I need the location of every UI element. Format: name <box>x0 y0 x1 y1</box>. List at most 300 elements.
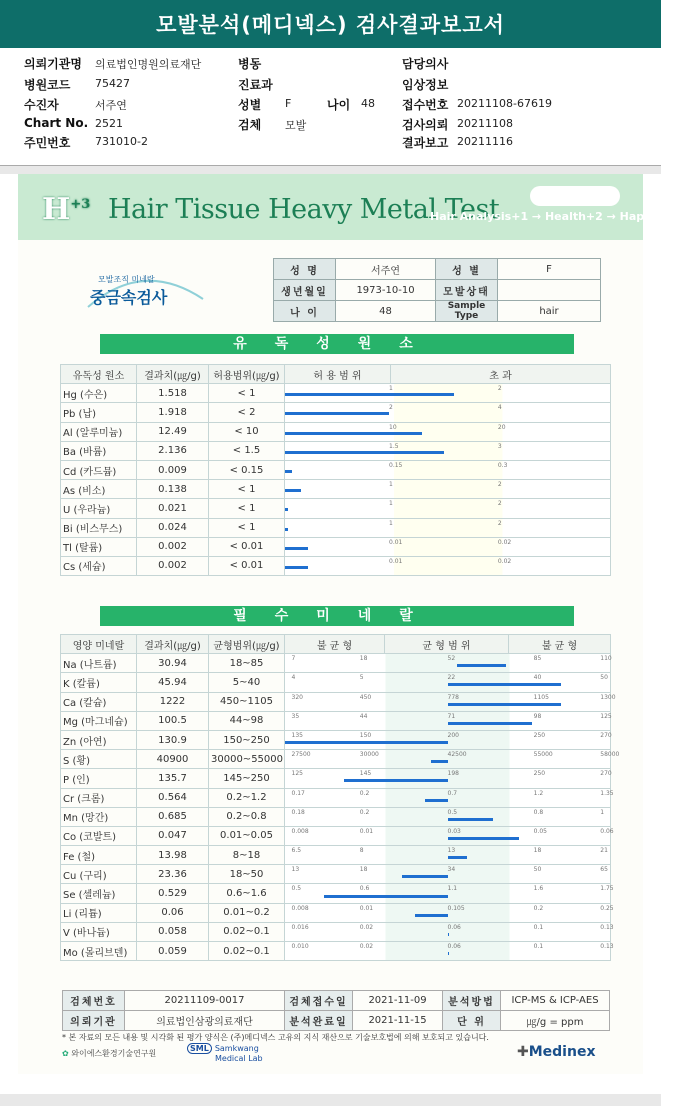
toxic-section-title: 유독성원소 <box>100 334 574 354</box>
tick-label: 0.06 <box>600 827 614 835</box>
mineral-name: Fe (철) <box>61 846 137 865</box>
mineral-name: K (칼륨) <box>61 673 137 692</box>
balance-range: 18~50 <box>209 865 285 884</box>
specimen-value: 모발 <box>285 119 307 132</box>
copyright-note: * 본 자료의 모든 내용 및 시각화 된 평가 양식은 (주)메디넥스 고유의 지식 재산으로 기술보호법에 의해 보호되고 있습니다. <box>62 1033 489 1042</box>
tick-label: 450 <box>359 693 372 701</box>
sml-logo-icon: SML <box>187 1043 212 1054</box>
tick-label: 18 <box>533 847 542 855</box>
tick-label: 71 <box>447 712 456 720</box>
balance-plot-cell <box>285 750 620 769</box>
result-bar <box>448 837 520 840</box>
balance-range: 8~18 <box>209 846 285 865</box>
analysis-info-table <box>62 990 610 1031</box>
medinex-logo: ✚Medinex <box>517 1044 596 1060</box>
tick-label: 58000 <box>600 751 620 759</box>
balance-range: 44~98 <box>209 711 285 730</box>
tick-label: 0.02 <box>359 923 374 931</box>
result-bar <box>415 914 448 917</box>
tick-label: 0.25 <box>600 904 614 912</box>
result-value: 130.9 <box>137 730 209 749</box>
age-cell: 48 <box>336 301 436 322</box>
mineral-name: Zn (아연) <box>61 730 137 749</box>
tick-label: 22 <box>447 674 456 682</box>
institution-label: 의뢰기관명 <box>24 57 82 71</box>
specimen-no-value: 20211109-0017 <box>125 991 285 1011</box>
tick-label: 10 <box>389 423 397 431</box>
balance-plot-cell <box>285 654 611 673</box>
tick-label: 8 <box>359 847 364 855</box>
tick-label: 85 <box>533 655 542 663</box>
balance-plot-cell <box>285 942 614 961</box>
result-bar <box>344 779 448 782</box>
tick-label: 98 <box>533 712 542 720</box>
tick-label: 250 <box>533 770 546 778</box>
balance-plot-cell <box>285 846 611 865</box>
medinex-logo-icon: ✚ <box>517 1044 529 1060</box>
ward-label: 병동 <box>238 57 262 71</box>
method-value: ICP-MS & ICP-AES <box>501 991 610 1011</box>
range-plot-cell <box>285 480 611 499</box>
specimen-label: 검체 <box>238 118 262 132</box>
allowed-range: < 10 <box>209 422 285 441</box>
result-bar <box>285 432 422 435</box>
range-plot-cell <box>285 422 611 441</box>
sex-key: 성 별 <box>436 259 498 280</box>
tick-label: 0.03 <box>447 827 461 835</box>
age-label: 나이 <box>327 98 351 112</box>
tick-label: 4 <box>291 674 296 682</box>
tick-label: 125 <box>600 712 612 720</box>
mineral-row <box>61 865 611 884</box>
method-key: 분석방법 <box>443 991 501 1011</box>
mineral-table <box>60 634 620 961</box>
result-value: 1222 <box>137 692 209 711</box>
dob-key: 생년월일 <box>274 280 336 301</box>
id-value: 731010-2 <box>95 135 148 148</box>
balance-range: 5~40 <box>209 673 285 692</box>
tick-label: 21 <box>600 847 608 855</box>
result-value: 45.94 <box>137 673 209 692</box>
allowed-range: < 1 <box>209 518 285 537</box>
tick-label: 198 <box>447 770 459 778</box>
mineral-row <box>61 807 611 826</box>
request-value: 20211108 <box>457 117 513 130</box>
tick-label: 34 <box>447 866 456 874</box>
patient-header <box>0 48 661 166</box>
toxic-row <box>61 460 611 479</box>
mineral-row <box>61 673 611 692</box>
balance-range: 150~250 <box>209 730 285 749</box>
balance-plot-cell <box>285 922 614 941</box>
mineral-name: Se (셀레늄) <box>61 884 137 903</box>
result-bar <box>448 722 533 725</box>
ys-logo-icon: ✿ <box>62 1049 69 1058</box>
balance-plot-cell <box>285 807 611 826</box>
mineral-name: Na (나트륨) <box>61 654 137 673</box>
result-bar <box>285 451 444 454</box>
sample-value: hair <box>498 301 601 322</box>
allowed-range: < 2 <box>209 403 285 422</box>
mineral-header-cell: 균형범위(㎍/g) <box>209 635 285 654</box>
element-name: Hg (수은) <box>61 384 137 403</box>
result-bar <box>448 856 468 859</box>
tick-label: 0.008 <box>291 827 309 835</box>
tick-label: 7 <box>291 655 296 663</box>
balance-range: 30000~55000 <box>209 750 285 769</box>
tick-label: 0.5 <box>291 885 302 893</box>
age-value: 48 <box>361 97 375 110</box>
patient-value: 서주연 <box>95 99 127 112</box>
dept-label: 진료과 <box>238 78 273 92</box>
brand-logo <box>78 269 218 329</box>
result-bar <box>448 703 562 706</box>
result-value: 0.059 <box>137 942 209 961</box>
toxic-header-cell: 결과치(㎍/g) <box>137 365 209 384</box>
tick-label: 42500 <box>447 751 467 759</box>
mineral-name: Mo (몰리브덴) <box>61 942 137 961</box>
tick-label: 0.2 <box>533 904 544 912</box>
range-plot-cell <box>285 441 611 460</box>
receipt-value: 20211108-67619 <box>457 97 552 110</box>
mineral-name: P (인) <box>61 769 137 788</box>
tick-label: 1.6 <box>533 885 544 893</box>
mineral-name: Cr (크롬) <box>61 788 137 807</box>
tick-label: 2 <box>497 385 502 393</box>
allowed-range: < 1.5 <box>209 441 285 460</box>
toxic-header-cell: 유독성 원소 <box>61 365 137 384</box>
element-name: Al (알루미늄) <box>61 422 137 441</box>
tick-label: 0.06 <box>447 923 461 931</box>
report-title: 모발분석(메디넥스) 검사결과보고서 <box>0 0 661 48</box>
result-value: 23.36 <box>137 865 209 884</box>
tick-label: 1 <box>389 385 393 393</box>
element-name: Ba (바륨) <box>61 441 137 460</box>
result-value: 0.138 <box>137 480 209 499</box>
mineral-row <box>61 750 611 769</box>
tick-label: 0.02 <box>497 538 512 546</box>
balance-range: 0.02~0.1 <box>209 942 285 961</box>
balance-range: 0.01~0.05 <box>209 826 285 845</box>
name-value: 서주연 <box>336 259 436 280</box>
result-bar <box>285 528 288 531</box>
result-value: 0.685 <box>137 807 209 826</box>
result-bar <box>285 470 292 473</box>
element-name: U (우라늄) <box>61 499 137 518</box>
element-name: Tl (탈륨) <box>61 537 137 556</box>
tick-label: 0.06 <box>447 943 461 950</box>
tick-label: 40 <box>533 674 542 682</box>
mineral-row <box>61 692 611 711</box>
tick-label: 2 <box>497 481 502 489</box>
tick-label: 50 <box>533 866 542 874</box>
mineral-name: S (황) <box>61 750 137 769</box>
tick-label: 18 <box>359 655 368 663</box>
report-label: 결과보고 <box>402 136 449 150</box>
toxic-row <box>61 441 611 460</box>
tick-label: 2 <box>497 519 502 527</box>
tick-label: 0.05 <box>533 827 547 835</box>
tick-label: 0.01 <box>389 557 403 565</box>
tick-label: 0.7 <box>447 789 458 797</box>
mineral-header-cell: 결과치(㎍/g) <box>137 635 209 654</box>
element-name: Bi (비스무스) <box>61 518 137 537</box>
tick-label: 125 <box>291 770 303 778</box>
result-value: 30.94 <box>137 654 209 673</box>
mineral-name: Co (코발트) <box>61 826 137 845</box>
tick-label: 150 <box>359 731 372 739</box>
tick-label: 0.2 <box>359 789 370 797</box>
tick-label: 1.1 <box>447 885 458 893</box>
mineral-name: V (바나듐) <box>61 922 137 941</box>
institution-value: 의료법인명원의료재단 <box>95 58 202 71</box>
tick-label: 135 <box>291 731 303 739</box>
toxic-row <box>61 403 611 422</box>
mineral-header-row <box>61 635 611 654</box>
toxic-row <box>61 537 611 556</box>
received-value: 2021-11-09 <box>353 991 443 1011</box>
tick-label: 35 <box>291 712 300 720</box>
balance-plot-cell <box>285 711 611 730</box>
tick-label: 13 <box>291 866 300 874</box>
doctor-label: 담당의사 <box>402 57 449 71</box>
mineral-row <box>61 654 611 673</box>
tick-label: 1.75 <box>600 885 614 893</box>
tick-label: 270 <box>600 770 612 778</box>
name-key: 성 명 <box>274 259 336 280</box>
chart-value: 2521 <box>95 117 123 130</box>
range-plot-cell <box>285 518 611 537</box>
tick-label: 0.5 <box>447 808 458 816</box>
tick-label: 270 <box>600 731 612 739</box>
result-value: 1.918 <box>137 403 209 422</box>
allowed-range: < 0.01 <box>209 556 285 575</box>
result-value: 0.06 <box>137 903 209 922</box>
mineral-header-cell: 불 균 형 <box>285 635 385 654</box>
tick-label: 1 <box>389 481 393 489</box>
result-bar <box>285 741 448 744</box>
tick-label: 1 <box>389 519 393 527</box>
result-value: 0.002 <box>137 537 209 556</box>
mineral-row <box>61 730 611 749</box>
result-bar <box>285 566 308 569</box>
balance-plot-cell <box>285 788 614 807</box>
tick-label: 0.6 <box>359 885 370 893</box>
balance-range: 18~85 <box>209 654 285 673</box>
result-value: 100.5 <box>137 711 209 730</box>
tick-label: 0.15 <box>389 461 403 469</box>
result-bar <box>448 683 562 686</box>
tick-label: 0.8 <box>533 808 544 816</box>
mineral-row <box>61 922 611 941</box>
tick-label: 110 <box>600 655 612 663</box>
mineral-name: Mg (마그네슘) <box>61 711 137 730</box>
element-name: Cs (세슘) <box>61 556 137 575</box>
tick-label: 0.3 <box>497 461 508 469</box>
range-plot-cell <box>285 403 611 422</box>
mineral-header-cell: 영양 미네랄 <box>61 635 137 654</box>
result-value: 2.136 <box>137 441 209 460</box>
result-value: 40900 <box>137 750 209 769</box>
received-key: 검체접수일 <box>285 991 353 1011</box>
mineral-row <box>61 884 611 903</box>
tick-label: 1.5 <box>389 442 399 450</box>
balance-plot-cell <box>285 730 611 749</box>
tick-label: 250 <box>533 731 546 739</box>
unit-value: ㎍/g = ppm <box>501 1011 610 1031</box>
result-value: 0.009 <box>137 460 209 479</box>
toxic-header-cell: 허용범위(㎍/g) <box>209 365 285 384</box>
mineral-header-cell: 불 균 형 <box>509 635 611 654</box>
result-value: 0.021 <box>137 499 209 518</box>
dob-value: 1973-10-10 <box>336 280 436 301</box>
bottom-bar <box>0 1094 661 1106</box>
result-bar <box>285 547 308 550</box>
separator <box>0 166 661 174</box>
result-bar <box>448 933 450 936</box>
result-bar <box>431 760 447 763</box>
tick-label: 0.105 <box>447 904 465 912</box>
result-bar <box>448 952 450 955</box>
balance-range: 450~1105 <box>209 692 285 711</box>
balance-range: 0.2~1.2 <box>209 788 285 807</box>
h3-logo: $H^{+3}$ <box>42 192 91 227</box>
allowed-range: < 1 <box>209 384 285 403</box>
toxic-row <box>61 384 611 403</box>
tick-label: 1300 <box>600 693 616 701</box>
result-bar <box>457 664 506 667</box>
result-bar <box>425 799 448 802</box>
tick-label: 778 <box>447 693 459 701</box>
range-plot-cell <box>285 556 611 575</box>
mineral-row <box>61 846 611 865</box>
mineral-row <box>61 826 611 845</box>
sample-key: Sample Type <box>436 301 498 322</box>
result-bar <box>285 412 389 415</box>
tick-label: 1.2 <box>533 789 544 797</box>
code-value: 75427 <box>95 77 130 90</box>
balance-plot-cell <box>285 692 616 711</box>
tick-label: 13 <box>447 847 456 855</box>
result-bar <box>402 875 448 878</box>
id-label: 주민번호 <box>24 136 71 150</box>
result-value: 0.529 <box>137 884 209 903</box>
tick-label: 320 <box>291 693 303 701</box>
result-bar <box>285 489 301 492</box>
tick-label: 0.1 <box>533 943 544 950</box>
element-name: Cd (카드뮴) <box>61 460 137 479</box>
code-label: 병원코드 <box>24 78 71 92</box>
result-value: 0.002 <box>137 556 209 575</box>
mineral-name: Li (리튬) <box>61 903 137 922</box>
tick-label: 2 <box>389 404 393 412</box>
tick-label: 2 <box>497 500 502 508</box>
result-bar <box>324 895 448 898</box>
hair-key: 모발상태 <box>436 280 498 301</box>
result-value: 0.564 <box>137 788 209 807</box>
result-value: 13.98 <box>137 846 209 865</box>
balance-plot-cell <box>285 884 614 903</box>
tick-label: 0.13 <box>600 943 614 950</box>
toxic-row <box>61 499 611 518</box>
toxic-header-cell: 허 용 범 위 <box>285 365 391 384</box>
result-value: 0.058 <box>137 922 209 941</box>
result-value: 12.49 <box>137 422 209 441</box>
brand-name: 중금속검사 <box>90 288 168 307</box>
tick-label: 1 <box>600 808 605 816</box>
balance-range: 0.2~0.8 <box>209 807 285 826</box>
toxic-row <box>61 518 611 537</box>
result-bar <box>285 508 288 511</box>
toxic-row <box>61 480 611 499</box>
balance-plot-cell <box>285 769 611 788</box>
brand-subtitle: 모발조직 미네랄 <box>98 275 155 284</box>
tick-label: 3 <box>497 442 502 450</box>
tick-label: 6.5 <box>291 847 302 855</box>
mineral-row <box>61 942 611 961</box>
balance-plot-cell <box>285 826 614 845</box>
banner-pill <box>530 186 620 206</box>
tick-label: 18 <box>359 866 368 874</box>
report-document <box>18 174 676 1074</box>
tick-label: 1.35 <box>600 789 614 797</box>
allowed-range: < 0.01 <box>209 537 285 556</box>
tick-label: 0.02 <box>497 557 512 565</box>
result-value: 0.024 <box>137 518 209 537</box>
result-value: 0.047 <box>137 826 209 845</box>
tick-label: 20 <box>497 423 506 431</box>
tick-label: 0.01 <box>359 827 374 835</box>
mineral-row <box>61 769 611 788</box>
mineral-name: Ca (칼슘) <box>61 692 137 711</box>
ys-logo: ✿ 와이에스환경기술연구원 <box>62 1049 157 1058</box>
toxic-row <box>61 556 611 575</box>
balance-plot-cell <box>285 673 611 692</box>
hair-value <box>498 280 601 301</box>
range-plot-cell <box>285 384 611 403</box>
sex-value: F <box>285 97 292 110</box>
clinical-label: 임상정보 <box>402 78 449 92</box>
range-plot-cell <box>285 537 611 556</box>
toxic-header-cell: 초 과 <box>391 365 611 384</box>
result-bar <box>448 818 494 821</box>
toxic-table <box>60 364 611 576</box>
chart-label: Chart No. <box>24 116 89 130</box>
tick-label: 0.13 <box>600 923 614 931</box>
receipt-label: 접수번호 <box>402 98 449 112</box>
result-value: 135.7 <box>137 769 209 788</box>
sex-label: 성별 <box>238 98 262 112</box>
result-bar <box>285 393 454 396</box>
tick-label: 1105 <box>533 693 549 701</box>
tick-label: 27500 <box>291 751 311 759</box>
balance-range: 0.6~1.6 <box>209 884 285 903</box>
tick-label: 200 <box>447 731 459 739</box>
tick-label: 0.016 <box>291 923 309 931</box>
tick-label: 65 <box>600 866 608 874</box>
banner-tagline: Hair Analysis+1 → Health+2 → Happy+3 <box>430 210 676 223</box>
patient-label: 수진자 <box>24 98 59 112</box>
tick-label: 44 <box>359 712 368 720</box>
balance-range: 145~250 <box>209 769 285 788</box>
balance-plot-cell <box>285 865 611 884</box>
tick-label: 52 <box>447 655 456 663</box>
toxic-header-row <box>61 365 611 384</box>
tick-label: 0.17 <box>291 789 305 797</box>
tick-label: 30000 <box>359 751 379 759</box>
mineral-row <box>61 788 611 807</box>
balance-range: 0.02~0.1 <box>209 922 285 941</box>
